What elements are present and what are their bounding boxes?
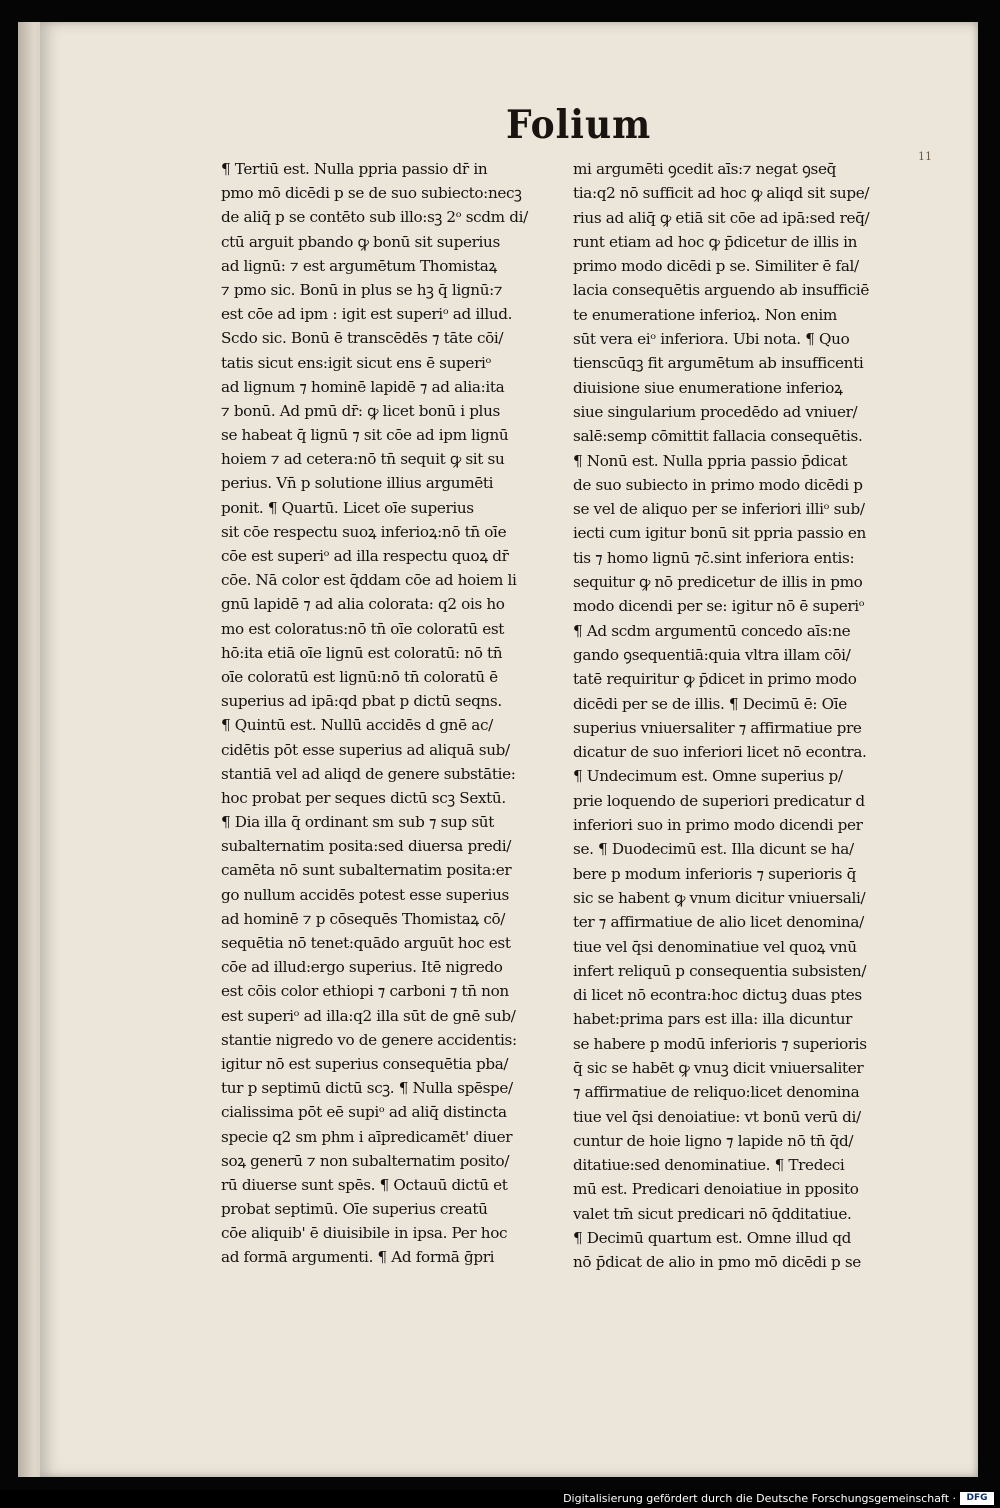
text-line: runt etiam ad hoc ꝙ p̄dicetur de illis in [573, 232, 858, 251]
text-line: sit cōe respectu suoꝝ inferioꝝ:nō tn̄ oīe [221, 522, 507, 541]
text-line: igitur nō est superius consequētia pba/ [221, 1054, 509, 1073]
text-line: superius ad ipā:qd pbat p dictū seqns. [221, 692, 502, 711]
text-line: oīe coloratū est lignū:nō tn̄ coloratū ē [221, 667, 498, 686]
text-line: gando ꝯsequentiā:quia vltra illam cōi/ [573, 645, 851, 664]
text-line: hoiem ⁊ ad cetera:nō tn̄ sequit ꝙ sit su [221, 450, 505, 469]
text-line: gnū lapidē ⁊ ad alia colorata: q2 ois ho [221, 595, 505, 614]
text-line: sequētia nō tenet:quādo arguūt hoc est [221, 934, 511, 952]
text-line: hoc probat per seques dictū scꝫ Sextū. [221, 788, 506, 807]
text-line: tiue vel q̄si denominatiue vel quoꝝ vnū [573, 937, 857, 956]
text-line: camēta nō sunt subalternatim posita:er [221, 861, 512, 880]
text-line: q̄ sic se habēt ꝙ vnuꝫ dicit vniuersaliter [573, 1058, 864, 1077]
text-line: ad lignum ⁊ hominē lapidē ⁊ ad alia:ita [221, 377, 505, 396]
text-line: tatis sicut ens:igit sicut ens ē superiᵒ [221, 353, 491, 372]
digitization-credit: Digitalisierung gefördert durch die Deutsche Forschungsgemeinschaft · [563, 1492, 956, 1505]
text-line: rū diuerse sunt spēs. ¶ Octauū dictū et [221, 1175, 508, 1194]
text-line: ¶ Undecimum est. Omne superius p/ [573, 767, 843, 786]
text-line: sequitur ꝙ nō predicetur de illis in pmo [573, 573, 863, 592]
text-line: ter ⁊ affirmatiue de alio licet denomina/ [573, 913, 864, 932]
text-line: ad lignū: ⁊ est argumētum Thomistaꝝ [221, 256, 497, 275]
text-line: superius vniuersaliter ⁊ affirmatiue pre [573, 718, 862, 737]
text-line: stantiā vel ad aliqd de genere substātie: [221, 764, 516, 783]
text-line: diuisione siue enumeratione inferioꝝ [573, 378, 843, 397]
right-text-column [573, 157, 928, 1275]
text-line: ctū arguit pbando ꝙ bonū sit superius [221, 232, 500, 251]
text-line: est cōe ad ipm : igit est superiᵒ ad illud. [221, 305, 513, 324]
text-line: tiue vel q̄si denoiatiue: vt bonū verū di/ [573, 1107, 861, 1126]
text-line: ⁊ bonū. Ad pmū dr̄: ꝙ licet bonū i plus [221, 401, 500, 420]
text-line: ¶ Nonū est. Nulla ppria passio p̄dicat [573, 451, 848, 470]
text-line: sic se habent ꝙ vnum dicitur vniuersali/ [573, 888, 866, 907]
text-line: dicēdi per se de illis. ¶ Decimū ē: Oīe [573, 694, 847, 713]
text-line: infert reliquū p consequentia subsisten/ [573, 961, 867, 980]
text-line: bere p modum inferioris ⁊ superioris q̄ [573, 864, 856, 883]
text-line: ponit. ¶ Quartū. Licet oīe superius [221, 498, 474, 517]
text-line: ¶ Tertiū est. Nulla ppria passio dr̄ in [221, 160, 488, 178]
text-line: prie loquendo de superiori predicatur d [573, 791, 865, 810]
text-line: te enumeratione inferioꝝ. Non enim [573, 305, 837, 324]
text-line: modo dicendi per se: igitur nō ē superiᵒ [573, 597, 865, 616]
text-line: ditatiue:sed denominatiue. ¶ Tredeci [573, 1156, 845, 1175]
text-line: ¶ Dia illa q̄ ordinant sm sub ⁊ sup sūt [221, 813, 494, 832]
text-line: cidētis pōt esse superius ad aliquā sub/ [221, 740, 510, 759]
text-line: subalternatim posita:sed diuersa predi/ [221, 837, 512, 856]
text-line: ad hominē ⁊ p cōsequēs Thomistaꝝ cō/ [221, 909, 506, 928]
text-line: inferiori suo in primo modo dicendi per [573, 816, 863, 835]
left-text-column [221, 157, 576, 1270]
text-line: tis ⁊ homo lignū ⁊c̄.sint inferiora entis: [573, 548, 855, 567]
text-line: se habeat q̄ lignū ⁊ sit cōe ad ipm lignū [221, 426, 509, 445]
text-line: stantie nigredo vo de genere accidentis: [221, 1030, 517, 1049]
text-line: siue singularium procedēdo ad vniuer/ [573, 402, 858, 421]
text-line: tur p septimū dictū scꝫ. ¶ Nulla spēspe/ [221, 1079, 513, 1098]
text-line: tatē requiritur ꝙ p̄dicet in primo modo [573, 670, 857, 689]
text-line: sūt vera eiᵒ inferiora. Ubi nota. ¶ Quo [573, 330, 850, 349]
text-line: ⁊ pmo sic. Bonū in plus se hꝫ q̄ lignū:⁊ [221, 280, 503, 299]
text-line: go nullum accidēs potest esse superius [221, 885, 509, 904]
text-line: hō:ita etiā oīe lignū est coloratū: nō tn̄ [221, 643, 503, 662]
text-line: valet tm̄ sicut predicari nō q̄dditatiue. [573, 1204, 852, 1223]
text-line: ⁊ affirmatiue de reliquo:licet denomina [573, 1083, 860, 1102]
text-line: iecti cum igitur bonū sit ppria passio en [573, 524, 866, 543]
text-line: ¶ Quintū est. Nullū accidēs d gnē ac/ [221, 716, 493, 735]
text-line: ¶ Decimū quartum est. Omne illud qd [573, 1229, 852, 1248]
text-line: rius ad aliq̄ ꝙ etiā sit cōe ad ipā:sed req̄/ [573, 208, 870, 227]
text-line: pmo mō dicēdi p se de suo subiecto:necꝫ [221, 184, 522, 203]
text-line: di licet nō econtra:hoc dictuꝫ duas ptes [573, 986, 862, 1005]
page-header: Folium [506, 101, 652, 149]
text-line: specie q2 sm phm i aīpredicamēt' diuer [221, 1127, 513, 1146]
text-line: dicatur de suo inferiori licet nō econtra. [573, 743, 867, 762]
text-line: est cōis color ethiopi ⁊ carboni ⁊ tn̄ non [221, 982, 509, 1001]
text-line: ad formā argumenti. ¶ Ad formā ḡpri [221, 1248, 495, 1267]
text-line: Scdo sic. Bonū ē transcēdēs ⁊ tāte cōi/ [221, 329, 504, 348]
text-line: probat septimū. Oīe superius creatū [221, 1200, 488, 1219]
dfg-logo: DFG [960, 1492, 994, 1505]
text-line: habet:prima pars est illa: illa dicuntur [573, 1010, 853, 1029]
text-line: ¶ Ad scdm argumentū concedo aīs:ne [573, 621, 851, 640]
text-line: soꝝ generū ⁊ non subalternatim posito/ [221, 1151, 510, 1170]
text-line: cōe. Nā color est q̄ddam cōe ad hoiem li [221, 571, 517, 590]
text-line: mi argumēti ꝯcedit aīs:⁊ negat ꝯseq̄ [573, 160, 836, 178]
text-line: nō p̄dicat de alio in pmo mō dicēdi p se [573, 1253, 861, 1272]
text-line: perius. Vn̄ p solutione illius argumēti [221, 474, 494, 493]
text-line: mū est. Predicari denoiatiue in pposito [573, 1180, 859, 1199]
text-line: se. ¶ Duodecimū est. Illa dicunt se ha/ [573, 840, 854, 859]
text-line: se habere p modū inferioris ⁊ superioris [573, 1034, 867, 1053]
text-line: cōe aliquib' ē diuisibile in ipsa. Per hoc [221, 1224, 508, 1243]
text-line: de suo subiecto in primo modo dicēdi p [573, 475, 863, 494]
text-line: primo modo dicēdi p se. Similiter ē fal/ [573, 257, 859, 276]
text-line: de aliq̄ p se contēto sub illo:sꝫ 2ᵒ scdm di/ [221, 208, 528, 227]
text-line: cōe ad illud:ergo superius. Itē nigredo [221, 958, 503, 977]
text-line: salē:semp cōmittit fallacia consequētis. [573, 427, 863, 446]
text-line: cōe est superiᵒ ad illa respectu quoꝝ dr̄ [221, 547, 509, 565]
folio-number: 11 [918, 150, 932, 163]
text-line: tia:q2 nō sufficit ad hoc ꝙ aliqd sit supe/ [573, 184, 870, 203]
text-line: tienscūqꝫ fit argumētum ab insufficenti [573, 354, 864, 373]
text-line: mo est coloratus:nō tn̄ oīe coloratū est [221, 619, 505, 638]
text-line: cialissima pōt eē supiᵒ ad aliq̄ distincta [221, 1103, 507, 1122]
text-line: se vel de aliquo per se inferiori illiᵒ sub/ [573, 500, 865, 519]
text-line: lacia consequētis arguendo ab insufficiē [573, 281, 869, 300]
text-line: est superiᵒ ad illa:q2 illa sūt de gnē sub/ [221, 1006, 516, 1025]
text-line: cuntur de hoie ligno ⁊ lapide nō tn̄ q̄d/ [573, 1131, 854, 1150]
